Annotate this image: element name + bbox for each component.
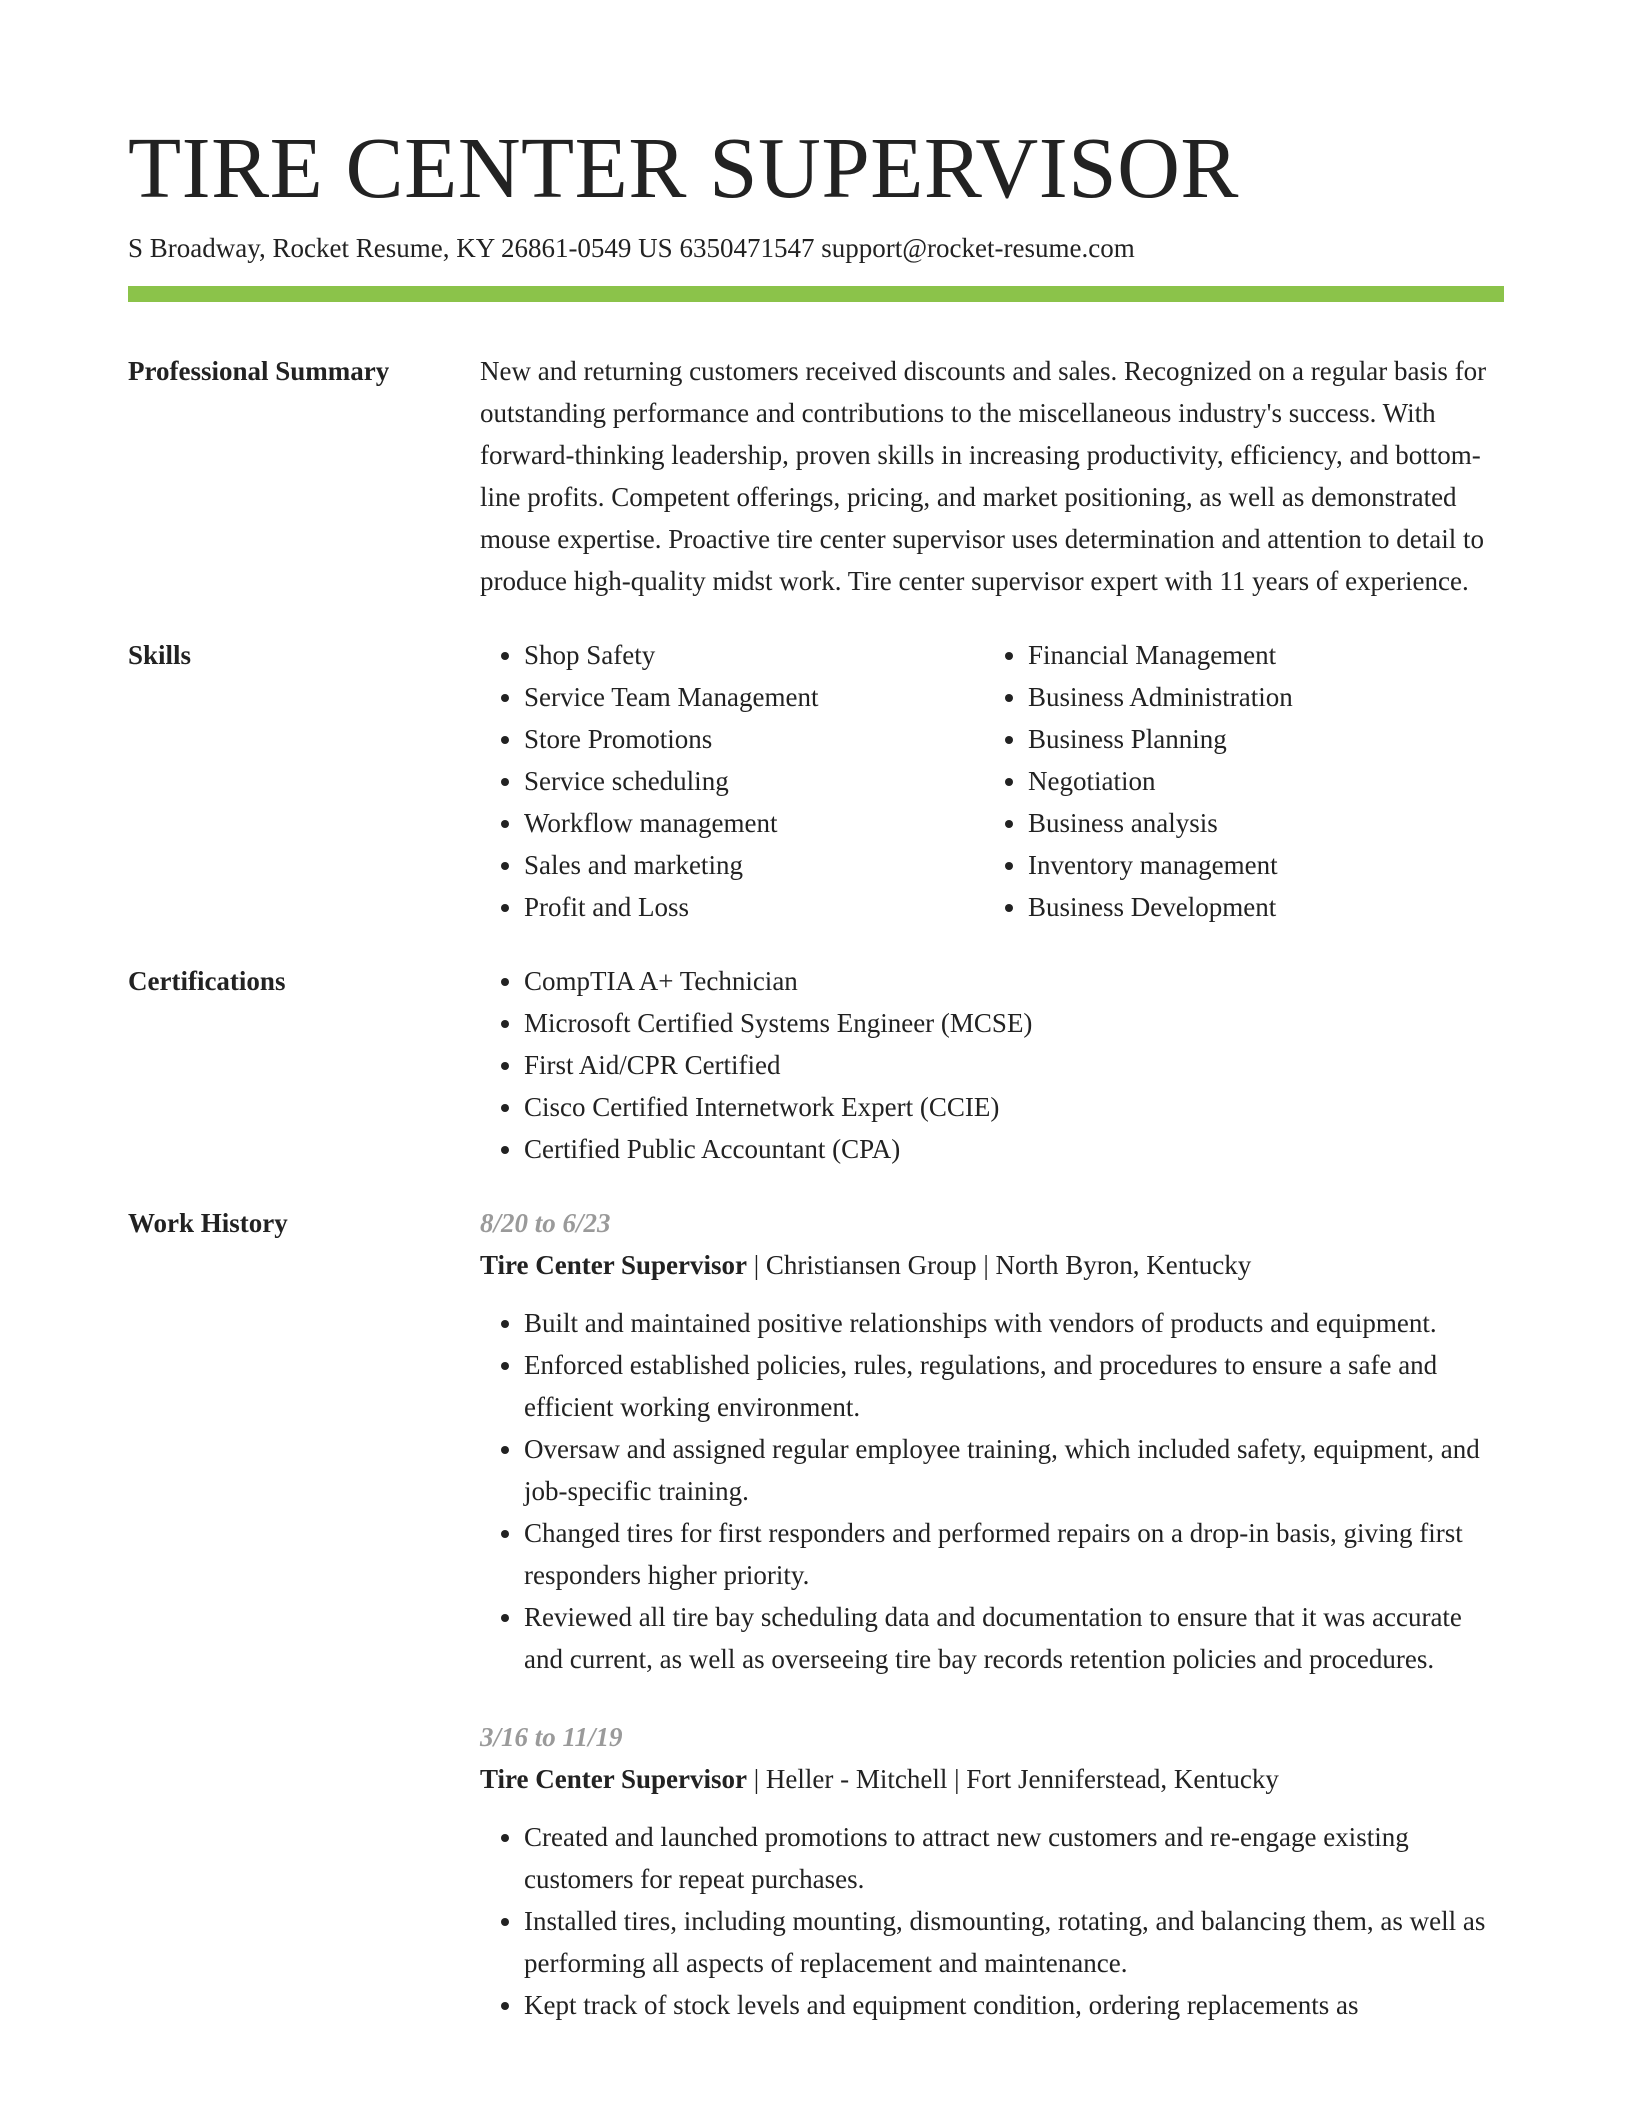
section-label: Certifications (128, 966, 286, 996)
certification-item: • Microsoft Certified Systems Engineer (MCSE) (524, 1002, 1504, 1044)
summary-text: New and returning customers received discounts and sales. Recognized on a regular basis for outstanding performance and contributions to the miscellaneous industry's success. With forward-thinking leadership, proven skills in increasing productivity, efficiency, and bottom-line profits. Competent offerings, pricing, and market positioning, as well as demonstrated mouse expertise. Proactive tire center supervisor uses determination and attention to detail to produce high-quality midst work. Tire center supervisor expert with 11 years of experience. (480, 356, 1487, 596)
certification-item: • Certified Public Accountant (CPA) (524, 1128, 1504, 1170)
resume-title: TIRE CENTER SUPERVISOR (128, 119, 1239, 216)
section-body (480, 350, 1504, 602)
job-bullet: • Oversaw and assigned regular employee training, which included safety, equipment, and job-specific training. (524, 1428, 1504, 1512)
job-entry (480, 1202, 1504, 1680)
skill-item: • Business analysis (1028, 802, 1488, 844)
section-body (480, 1202, 1504, 2062)
skills-list-right (984, 634, 1488, 928)
skills-list-left (480, 634, 984, 928)
certification-item: • Cisco Certified Internetwork Expert (CCIE) (524, 1086, 1504, 1128)
job-bullet: • Changed tires for first responders and performed repairs on a drop-in basis, giving first responders higher priority. (524, 1512, 1504, 1596)
certification-item: • First Aid/CPR Certified (524, 1044, 1504, 1086)
section-skills (128, 634, 1504, 928)
skill-item: • Business Administration (1028, 676, 1488, 718)
skill-item: • Inventory management (1028, 844, 1488, 886)
certifications-list (480, 960, 1504, 1170)
header-divider (128, 286, 1504, 302)
skill-item: • Service Team Management (524, 676, 984, 718)
job-employer-location: | Christiansen Group | North Byron, Kentucky (746, 1250, 1252, 1280)
job-bullet: • Created and launched promotions to attract new customers and re-engage existing customers for repeat purchases. (524, 1816, 1504, 1900)
job-title: Tire Center Supervisor (480, 1764, 747, 1794)
job-bullets (480, 1816, 1504, 2026)
section-body (480, 960, 1504, 1170)
section-label: Professional Summary (128, 356, 390, 386)
skills-columns (480, 634, 1504, 928)
section-certifications (128, 960, 1504, 1170)
job-bullet: • Reviewed all tire bay scheduling data and documentation to ensure that it was accurate and current, as well as overseeing tire bay records retention policies and procedures. (524, 1596, 1504, 1680)
job-employer-location: | Heller - Mitchell | Fort Jenniferstead, Kentucky (746, 1764, 1279, 1794)
section-professional-summary (128, 350, 1504, 602)
section-work-history (128, 1202, 1504, 2062)
section-label: Skills (128, 640, 192, 670)
job-bullet: • Built and maintained positive relationships with vendors of products and equipment. (524, 1302, 1504, 1344)
job-dates: 3/16 to 11/19 (480, 1722, 623, 1752)
job-bullet: • Enforced established policies, rules, regulations, and procedures to ensure a safe and efficient working environment. (524, 1344, 1504, 1428)
skill-item: • Service scheduling (524, 760, 984, 802)
contact-info: S Broadway, Rocket Resume, KY 26861-0549 US 6350471547 support@rocket-resume.com (128, 233, 1135, 263)
job-heading (480, 1758, 1504, 1800)
section-label: Work History (128, 1208, 288, 1238)
skill-item: • Sales and marketing (524, 844, 984, 886)
resume-content (128, 350, 1504, 2094)
job-entry (480, 1716, 1504, 2026)
job-bullets (480, 1302, 1504, 1680)
job-bullet: • Installed tires, including mounting, dismounting, rotating, and balancing them, as well as performing all aspects of replacement and maintenance. (524, 1900, 1504, 1984)
skill-item: • Business Development (1028, 886, 1488, 928)
job-dates: 8/20 to 6/23 (480, 1208, 611, 1238)
job-bullet: • Kept track of stock levels and equipment condition, ordering replacements as (524, 1984, 1504, 2026)
skill-item: • Store Promotions (524, 718, 984, 760)
skill-item: • Business Planning (1028, 718, 1488, 760)
skill-item: • Negotiation (1028, 760, 1488, 802)
skill-item: • Financial Management (1028, 634, 1488, 676)
job-heading (480, 1244, 1504, 1286)
certification-item: • CompTIA A+ Technician (524, 960, 1504, 1002)
skill-item: • Workflow management (524, 802, 984, 844)
skill-item: • Shop Safety (524, 634, 984, 676)
job-title: Tire Center Supervisor (480, 1250, 747, 1280)
skill-item: • Profit and Loss (524, 886, 984, 928)
